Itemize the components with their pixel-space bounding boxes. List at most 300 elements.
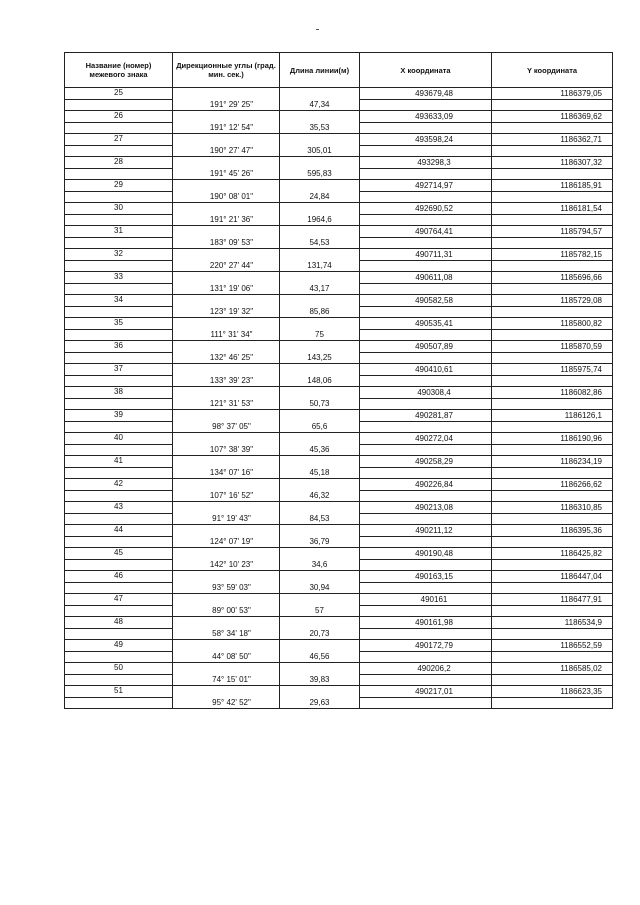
empty-cell xyxy=(360,421,492,433)
empty-cell xyxy=(360,260,492,272)
empty-cell xyxy=(65,674,173,686)
empty-cell xyxy=(360,536,492,548)
line-length: 65,6 xyxy=(280,421,360,433)
empty-cell xyxy=(492,122,613,134)
line-length: 45,36 xyxy=(280,444,360,456)
empty-cell xyxy=(65,352,173,364)
direction-angle: 93° 59' 03" xyxy=(173,582,280,594)
table-row-marker xyxy=(65,272,613,284)
empty-cell xyxy=(492,605,613,617)
marker-name: 51 xyxy=(65,686,173,698)
direction-angle: 44° 08' 50" xyxy=(173,651,280,663)
x-coordinate: 490217,01 xyxy=(360,686,492,698)
empty-cell xyxy=(173,341,280,353)
header-y-coordinate: Y координата xyxy=(492,53,613,88)
table-row-marker xyxy=(65,318,613,330)
empty-cell xyxy=(173,295,280,307)
y-coordinate: 1185794,57 xyxy=(492,226,613,238)
table-row-segment xyxy=(65,237,613,249)
empty-cell xyxy=(280,111,360,123)
empty-cell xyxy=(173,180,280,192)
empty-cell xyxy=(173,410,280,422)
marker-name: 43 xyxy=(65,502,173,514)
table-row-segment xyxy=(65,260,613,272)
y-coordinate: 1186425,82 xyxy=(492,548,613,560)
line-length: 84,53 xyxy=(280,513,360,525)
table-row-marker xyxy=(65,686,613,698)
empty-cell xyxy=(65,628,173,640)
table-row-segment xyxy=(65,467,613,479)
x-coordinate: 490711,31 xyxy=(360,249,492,261)
empty-cell xyxy=(173,226,280,238)
direction-angle: 121° 31' 53" xyxy=(173,398,280,410)
empty-cell xyxy=(492,628,613,640)
empty-cell xyxy=(280,157,360,169)
y-coordinate: 1186185,91 xyxy=(492,180,613,192)
marker-name: 33 xyxy=(65,272,173,284)
table-row-segment xyxy=(65,99,613,111)
y-coordinate: 1185782,15 xyxy=(492,249,613,261)
y-coordinate: 1186310,85 xyxy=(492,502,613,514)
line-length: 57 xyxy=(280,605,360,617)
y-coordinate: 1186362,71 xyxy=(492,134,613,146)
line-length: 45,18 xyxy=(280,467,360,479)
x-coordinate: 490163,15 xyxy=(360,571,492,583)
table-row-marker xyxy=(65,226,613,238)
table-row-segment xyxy=(65,605,613,617)
table-row-marker xyxy=(65,479,613,491)
x-coordinate: 490190,48 xyxy=(360,548,492,560)
table-row-marker xyxy=(65,295,613,307)
empty-cell xyxy=(65,444,173,456)
empty-cell xyxy=(492,444,613,456)
x-coordinate: 492714,97 xyxy=(360,180,492,192)
line-length: 131,74 xyxy=(280,260,360,272)
empty-cell xyxy=(360,582,492,594)
empty-cell xyxy=(492,375,613,387)
empty-cell xyxy=(65,306,173,318)
x-coordinate: 490213,08 xyxy=(360,502,492,514)
marker-name: 36 xyxy=(65,341,173,353)
table-row-segment xyxy=(65,697,613,709)
empty-cell xyxy=(280,364,360,376)
empty-cell xyxy=(492,398,613,410)
x-coordinate: 490161 xyxy=(360,594,492,606)
empty-cell xyxy=(280,548,360,560)
empty-cell xyxy=(360,306,492,318)
empty-cell xyxy=(360,168,492,180)
empty-cell xyxy=(492,697,613,709)
line-length: 47,34 xyxy=(280,99,360,111)
scan-speck xyxy=(316,29,319,30)
x-coordinate: 490535,41 xyxy=(360,318,492,330)
direction-angle: 89° 00' 53" xyxy=(173,605,280,617)
table-row-marker xyxy=(65,663,613,675)
table-row-marker xyxy=(65,456,613,468)
line-length: 36,79 xyxy=(280,536,360,548)
table-row-segment xyxy=(65,651,613,663)
empty-cell xyxy=(492,237,613,249)
marker-name: 38 xyxy=(65,387,173,399)
y-coordinate: 1185975,74 xyxy=(492,364,613,376)
empty-cell xyxy=(492,329,613,341)
empty-cell xyxy=(280,456,360,468)
marker-name: 40 xyxy=(65,433,173,445)
y-coordinate: 1186379,05 xyxy=(492,88,613,100)
empty-cell xyxy=(492,490,613,502)
empty-cell xyxy=(360,651,492,663)
empty-cell xyxy=(65,697,173,709)
empty-cell xyxy=(360,467,492,479)
table-row-segment xyxy=(65,283,613,295)
direction-angle: 111° 31' 34" xyxy=(173,329,280,341)
table-row-segment xyxy=(65,421,613,433)
marker-name: 30 xyxy=(65,203,173,215)
y-coordinate: 1186307,32 xyxy=(492,157,613,169)
empty-cell xyxy=(173,111,280,123)
y-coordinate: 1186552,59 xyxy=(492,640,613,652)
empty-cell xyxy=(492,536,613,548)
empty-cell xyxy=(65,260,173,272)
y-coordinate: 1186623,35 xyxy=(492,686,613,698)
empty-cell xyxy=(280,180,360,192)
line-length: 46,56 xyxy=(280,651,360,663)
table-row-segment xyxy=(65,122,613,134)
direction-angle: 95° 42' 52" xyxy=(173,697,280,709)
direction-angle: 191° 29' 25" xyxy=(173,99,280,111)
table-row-marker xyxy=(65,571,613,583)
header-x-coordinate: X координата xyxy=(360,53,492,88)
marker-name: 34 xyxy=(65,295,173,307)
table-row-segment xyxy=(65,398,613,410)
empty-cell xyxy=(280,433,360,445)
y-coordinate: 1185870,59 xyxy=(492,341,613,353)
x-coordinate: 492690,52 xyxy=(360,203,492,215)
header-line-length: Длина линии(м) xyxy=(280,53,360,88)
empty-cell xyxy=(280,88,360,100)
x-coordinate: 490226,84 xyxy=(360,479,492,491)
direction-angle: 190° 08' 01" xyxy=(173,191,280,203)
empty-cell xyxy=(360,99,492,111)
table-row-marker xyxy=(65,364,613,376)
empty-cell xyxy=(360,122,492,134)
table-row-segment xyxy=(65,490,613,502)
empty-cell xyxy=(360,191,492,203)
empty-cell xyxy=(492,352,613,364)
empty-cell xyxy=(360,329,492,341)
empty-cell xyxy=(492,651,613,663)
empty-cell xyxy=(65,99,173,111)
y-coordinate: 1186534,9 xyxy=(492,617,613,629)
boundary-markers-table xyxy=(64,52,613,709)
empty-cell xyxy=(173,640,280,652)
empty-cell xyxy=(65,283,173,295)
x-coordinate: 490308,4 xyxy=(360,387,492,399)
table-row-segment xyxy=(65,145,613,157)
x-coordinate: 490507,89 xyxy=(360,341,492,353)
empty-cell xyxy=(280,663,360,675)
empty-cell xyxy=(280,203,360,215)
x-coordinate: 490206,2 xyxy=(360,663,492,675)
empty-cell xyxy=(492,191,613,203)
y-coordinate: 1186082,86 xyxy=(492,387,613,399)
x-coordinate: 490172,79 xyxy=(360,640,492,652)
empty-cell xyxy=(280,134,360,146)
line-length: 50,73 xyxy=(280,398,360,410)
empty-cell xyxy=(173,548,280,560)
y-coordinate: 1186181,54 xyxy=(492,203,613,215)
table-row-marker xyxy=(65,640,613,652)
empty-cell xyxy=(65,191,173,203)
y-coordinate: 1186447,04 xyxy=(492,571,613,583)
x-coordinate: 490272,04 xyxy=(360,433,492,445)
direction-angle: 131° 19' 06" xyxy=(173,283,280,295)
empty-cell xyxy=(360,444,492,456)
table-row-marker xyxy=(65,180,613,192)
empty-cell xyxy=(65,421,173,433)
empty-cell xyxy=(280,387,360,399)
line-length: 75 xyxy=(280,329,360,341)
line-length: 595,83 xyxy=(280,168,360,180)
marker-name: 46 xyxy=(65,571,173,583)
direction-angle: 74° 15' 01" xyxy=(173,674,280,686)
table-row-marker xyxy=(65,617,613,629)
marker-name: 32 xyxy=(65,249,173,261)
marker-name: 31 xyxy=(65,226,173,238)
line-length: 24,84 xyxy=(280,191,360,203)
marker-name: 27 xyxy=(65,134,173,146)
empty-cell xyxy=(280,318,360,330)
table-row-marker xyxy=(65,387,613,399)
empty-cell xyxy=(173,387,280,399)
marker-name: 29 xyxy=(65,180,173,192)
empty-cell xyxy=(173,157,280,169)
empty-cell xyxy=(492,260,613,272)
empty-cell xyxy=(360,559,492,571)
table-row-marker xyxy=(65,525,613,537)
empty-cell xyxy=(173,272,280,284)
table-row-segment xyxy=(65,513,613,525)
x-coordinate: 490764,41 xyxy=(360,226,492,238)
table-header-row xyxy=(65,53,613,88)
empty-cell xyxy=(492,283,613,295)
empty-cell xyxy=(65,122,173,134)
y-coordinate: 1186369,62 xyxy=(492,111,613,123)
marker-name: 45 xyxy=(65,548,173,560)
empty-cell xyxy=(173,318,280,330)
empty-cell xyxy=(492,306,613,318)
marker-name: 37 xyxy=(65,364,173,376)
table-row-marker xyxy=(65,203,613,215)
x-coordinate: 490582,58 xyxy=(360,295,492,307)
empty-cell xyxy=(173,617,280,629)
empty-cell xyxy=(280,617,360,629)
line-length: 46,32 xyxy=(280,490,360,502)
empty-cell xyxy=(360,605,492,617)
direction-angle: 220° 27' 44" xyxy=(173,260,280,272)
y-coordinate: 1186234,19 xyxy=(492,456,613,468)
empty-cell xyxy=(280,640,360,652)
empty-cell xyxy=(280,410,360,422)
empty-cell xyxy=(65,214,173,226)
empty-cell xyxy=(280,594,360,606)
empty-cell xyxy=(492,559,613,571)
line-length: 43,17 xyxy=(280,283,360,295)
marker-name: 41 xyxy=(65,456,173,468)
line-length: 29,63 xyxy=(280,697,360,709)
empty-cell xyxy=(65,398,173,410)
marker-name: 42 xyxy=(65,479,173,491)
empty-cell xyxy=(492,674,613,686)
line-length: 34,6 xyxy=(280,559,360,571)
table-row-marker xyxy=(65,548,613,560)
empty-cell xyxy=(65,536,173,548)
direction-angle: 132° 46' 25" xyxy=(173,352,280,364)
empty-cell xyxy=(360,674,492,686)
table-row-marker xyxy=(65,157,613,169)
direction-angle: 142° 10' 23" xyxy=(173,559,280,571)
direction-angle: 183° 09' 53" xyxy=(173,237,280,249)
line-length: 1964,6 xyxy=(280,214,360,226)
empty-cell xyxy=(173,364,280,376)
y-coordinate: 1185800,82 xyxy=(492,318,613,330)
empty-cell xyxy=(65,145,173,157)
marker-name: 44 xyxy=(65,525,173,537)
empty-cell xyxy=(173,134,280,146)
empty-cell xyxy=(173,249,280,261)
line-length: 39,83 xyxy=(280,674,360,686)
table-row-segment xyxy=(65,444,613,456)
empty-cell xyxy=(280,525,360,537)
empty-cell xyxy=(173,502,280,514)
empty-cell xyxy=(280,686,360,698)
table-row-segment xyxy=(65,674,613,686)
x-coordinate: 490161,98 xyxy=(360,617,492,629)
empty-cell xyxy=(360,398,492,410)
table-row-segment xyxy=(65,191,613,203)
empty-cell xyxy=(360,352,492,364)
table-row-segment xyxy=(65,536,613,548)
y-coordinate: 1185729,08 xyxy=(492,295,613,307)
empty-cell xyxy=(360,375,492,387)
empty-cell xyxy=(280,226,360,238)
marker-name: 28 xyxy=(65,157,173,169)
direction-angle: 191° 21' 36" xyxy=(173,214,280,226)
direction-angle: 191° 12' 54" xyxy=(173,122,280,134)
empty-cell xyxy=(173,203,280,215)
empty-cell xyxy=(173,663,280,675)
x-coordinate: 490258,29 xyxy=(360,456,492,468)
line-length: 20,73 xyxy=(280,628,360,640)
table-row-segment xyxy=(65,168,613,180)
y-coordinate: 1186585,02 xyxy=(492,663,613,675)
direction-angle: 123° 19' 32" xyxy=(173,306,280,318)
empty-cell xyxy=(173,571,280,583)
empty-cell xyxy=(173,88,280,100)
empty-cell xyxy=(360,145,492,157)
table-row-segment xyxy=(65,306,613,318)
direction-angle: 190° 27' 47" xyxy=(173,145,280,157)
x-coordinate: 493298,3 xyxy=(360,157,492,169)
empty-cell xyxy=(280,272,360,284)
marker-name: 49 xyxy=(65,640,173,652)
empty-cell xyxy=(173,525,280,537)
empty-cell xyxy=(65,513,173,525)
empty-cell xyxy=(173,686,280,698)
empty-cell xyxy=(65,651,173,663)
empty-cell xyxy=(280,479,360,491)
empty-cell xyxy=(173,456,280,468)
empty-cell xyxy=(65,559,173,571)
y-coordinate: 1186126,1 xyxy=(492,410,613,422)
table-row-marker xyxy=(65,410,613,422)
x-coordinate: 493633,09 xyxy=(360,111,492,123)
empty-cell xyxy=(65,467,173,479)
empty-cell xyxy=(280,571,360,583)
y-coordinate: 1186190,96 xyxy=(492,433,613,445)
empty-cell xyxy=(492,168,613,180)
y-coordinate: 1185696,66 xyxy=(492,272,613,284)
direction-angle: 124° 07' 19" xyxy=(173,536,280,548)
y-coordinate: 1186395,36 xyxy=(492,525,613,537)
header-marker-name: Название (номер) межевого знака xyxy=(65,53,173,88)
table-row-marker xyxy=(65,88,613,100)
marker-name: 25 xyxy=(65,88,173,100)
table-row-segment xyxy=(65,375,613,387)
marker-name: 35 xyxy=(65,318,173,330)
empty-cell xyxy=(492,145,613,157)
line-length: 54,53 xyxy=(280,237,360,249)
line-length: 85,86 xyxy=(280,306,360,318)
table-row-marker xyxy=(65,502,613,514)
x-coordinate: 493598,24 xyxy=(360,134,492,146)
empty-cell xyxy=(492,214,613,226)
empty-cell xyxy=(65,582,173,594)
empty-cell xyxy=(360,237,492,249)
line-length: 148,06 xyxy=(280,375,360,387)
empty-cell xyxy=(173,479,280,491)
direction-angle: 191° 45' 26" xyxy=(173,168,280,180)
table-row-segment xyxy=(65,352,613,364)
direction-angle: 98° 37' 05" xyxy=(173,421,280,433)
empty-cell xyxy=(492,582,613,594)
table-row-marker xyxy=(65,134,613,146)
x-coordinate: 490211,12 xyxy=(360,525,492,537)
empty-cell xyxy=(360,214,492,226)
y-coordinate: 1186477,91 xyxy=(492,594,613,606)
empty-cell xyxy=(280,502,360,514)
empty-cell xyxy=(280,295,360,307)
direction-angle: 133° 39' 23" xyxy=(173,375,280,387)
empty-cell xyxy=(65,329,173,341)
marker-name: 39 xyxy=(65,410,173,422)
empty-cell xyxy=(492,467,613,479)
table-row-marker xyxy=(65,249,613,261)
table-row-segment xyxy=(65,329,613,341)
x-coordinate: 490410,61 xyxy=(360,364,492,376)
marker-name: 48 xyxy=(65,617,173,629)
empty-cell xyxy=(360,283,492,295)
empty-cell xyxy=(492,513,613,525)
empty-cell xyxy=(65,375,173,387)
line-length: 35,53 xyxy=(280,122,360,134)
y-coordinate: 1186266,62 xyxy=(492,479,613,491)
x-coordinate: 493679,48 xyxy=(360,88,492,100)
empty-cell xyxy=(492,421,613,433)
empty-cell xyxy=(65,237,173,249)
direction-angle: 58° 34' 18" xyxy=(173,628,280,640)
empty-cell xyxy=(280,249,360,261)
